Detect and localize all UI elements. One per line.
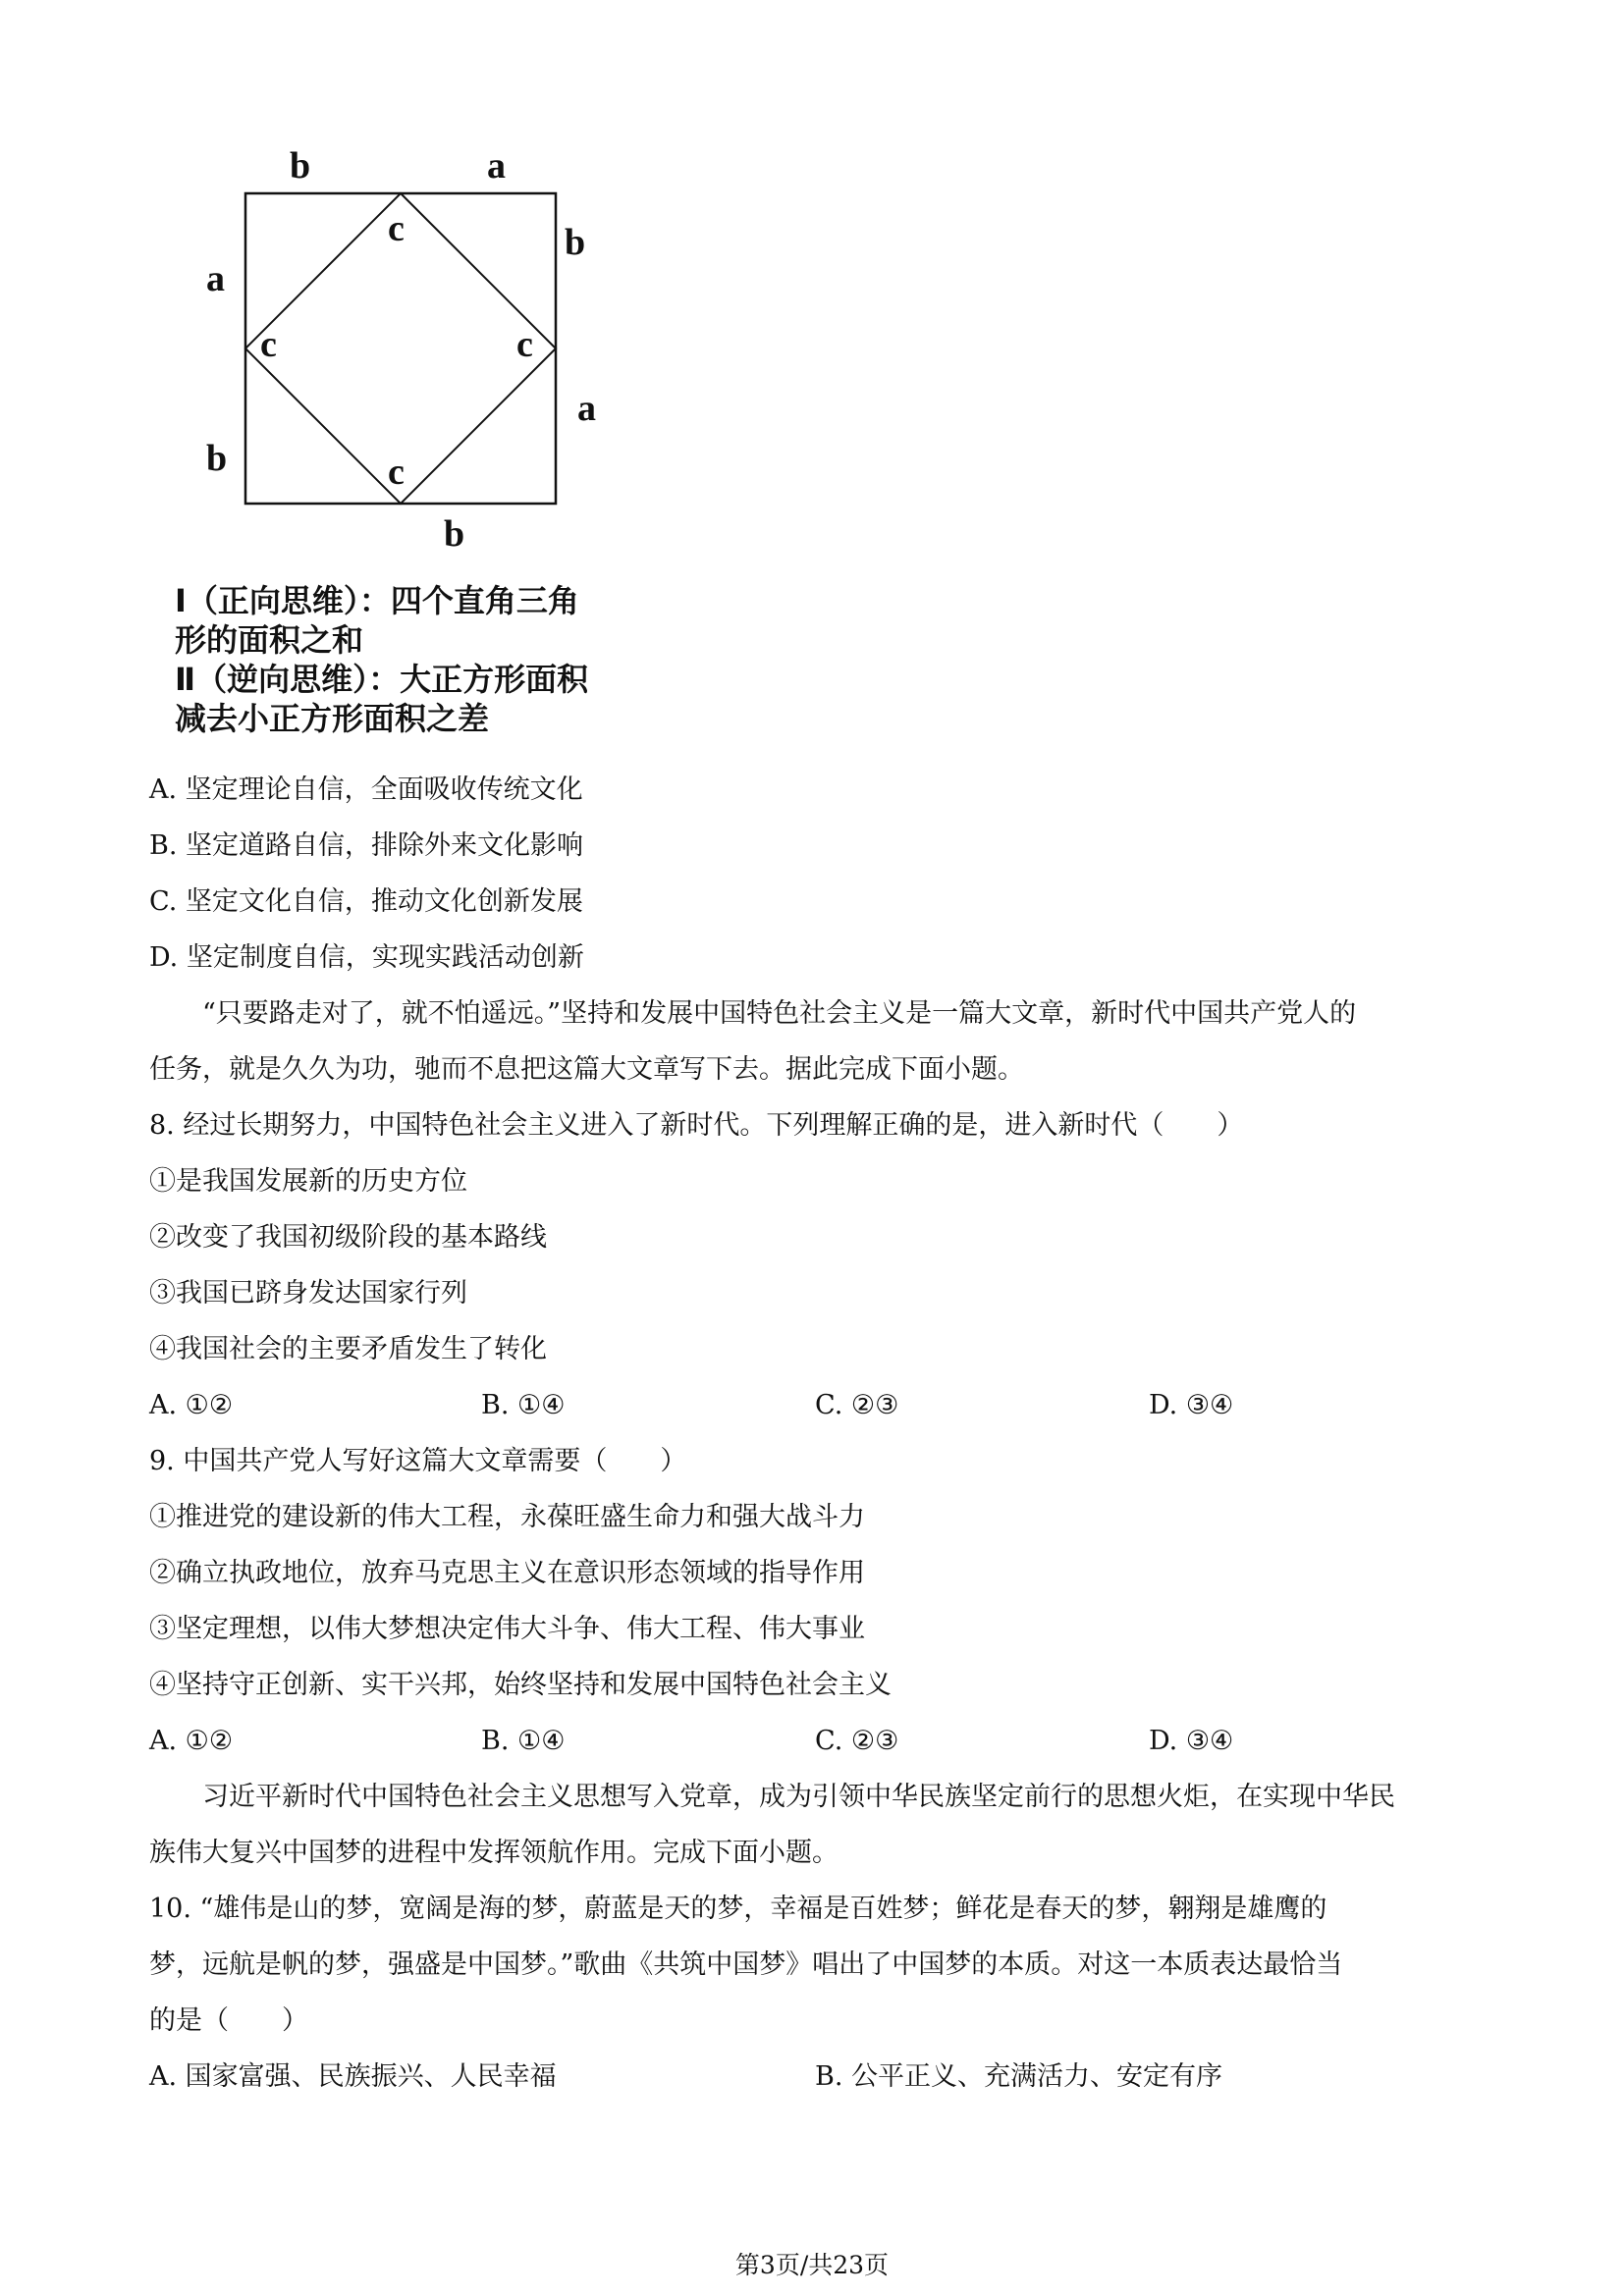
label-inner-right: c — [516, 324, 533, 365]
q7-option-b: B. 坚定道路自信，排除外来文化影响 — [149, 830, 584, 861]
q7-option-d: D. 坚定制度自信，实现实践活动创新 — [149, 942, 584, 973]
q10-option-b: B. 公平正义、充满活力、安定有序 — [815, 2061, 1223, 2092]
q7-option-a: A. 坚定理论自信，全面吸收传统文化 — [149, 774, 583, 805]
q8-option-b: B. ①④ — [481, 1390, 566, 1420]
q9-option-a: A. ①② — [149, 1726, 234, 1756]
q8-item-3: ③我国已跻身发达国家行列 — [149, 1278, 467, 1308]
label-right-upper: b — [565, 222, 586, 263]
pythagoras-square-diagram — [0, 0, 687, 550]
q10-line1: 10. “雄伟是山的梦，宽阔是海的梦，蔚蓝是天的梦，幸福是百姓梦；鲜花是春天的梦，翱翔是雄鹰的 — [149, 1894, 1327, 1924]
label-inner-bottom: c — [388, 452, 405, 493]
q9-option-c: C. ②③ — [815, 1726, 899, 1756]
q9-item-4: ④坚持守正创新、实干兴邦，始终坚持和发展中国特色社会主义 — [149, 1670, 892, 1700]
figure-caption-line2: 形的面积之和 — [175, 621, 364, 659]
figure-caption-line4: 减去小正方形面积之差 — [175, 700, 490, 737]
q8-option-c: C. ②③ — [815, 1390, 899, 1420]
label-bottom: b — [444, 513, 465, 555]
label-top-left: b — [290, 145, 311, 187]
label-inner-top: c — [388, 208, 405, 249]
q8-option-a: A. ①② — [149, 1390, 234, 1420]
q8-stem: 8. 经过长期努力，中国特色社会主义进入了新时代。下列理解正确的是，进入新时代（ ） — [149, 1110, 1244, 1141]
label-inner-left: c — [260, 324, 277, 365]
q9-option-b: B. ①④ — [481, 1726, 566, 1756]
figure-caption-line3: Ⅱ（逆向思维）：大正方形面积 — [175, 661, 589, 698]
label-left-upper: a — [206, 258, 225, 299]
label-right-lower: a — [577, 388, 596, 429]
q9-item-3: ③坚定理想，以伟大梦想决定伟大斗争、伟大工程、伟大事业 — [149, 1614, 865, 1644]
q8-item-4: ④我国社会的主要矛盾发生了转化 — [149, 1334, 547, 1364]
passage2-line1: 习近平新时代中国特色社会主义思想写入党章，成为引领中华民族坚定前行的思想火炬，在实现中华民 — [202, 1782, 1395, 1812]
q9-stem: 9. 中国共产党人写好这篇大文章需要（ ） — [149, 1446, 687, 1476]
passage1-line1: “只要路走对了，就不怕遥远。”坚持和发展中国特色社会主义是一篇大文章，新时代中国共产党人的 — [202, 998, 1357, 1029]
page-number: 第3页/共23页 — [734, 2251, 890, 2279]
q9-item-1: ①推进党的建设新的伟大工程，永葆旺盛生命力和强大战斗力 — [149, 1502, 865, 1532]
figure-caption-line1: Ⅰ（正向思维）：四个直角三角 — [175, 582, 579, 619]
label-top-right: a — [487, 145, 506, 187]
q10-line2: 梦，远航是帆的梦，强盛是中国梦。”歌曲《共筑中国梦》唱出了中国梦的本质。对这一本质表达最恰当 — [149, 1949, 1343, 1980]
passage1-line2: 任务，就是久久为功，驰而不息把这篇大文章写下去。据此完成下面小题。 — [149, 1054, 1024, 1085]
q8-item-1: ①是我国发展新的历史方位 — [149, 1166, 467, 1197]
q10-line3: 的是（ ） — [149, 2005, 308, 2036]
q7-option-c: C. 坚定文化自信，推动文化创新发展 — [149, 886, 583, 917]
passage2-line2: 族伟大复兴中国梦的进程中发挥领航作用。完成下面小题。 — [149, 1838, 839, 1868]
q8-option-d: D. ③④ — [1149, 1390, 1234, 1420]
q10-option-a: A. 国家富强、民族振兴、人民幸福 — [149, 2061, 557, 2092]
q9-option-d: D. ③④ — [1149, 1726, 1234, 1756]
label-left-lower: b — [206, 438, 228, 479]
q8-item-2: ②改变了我国初级阶段的基本路线 — [149, 1222, 547, 1253]
q9-item-2: ②确立执政地位，放弃马克思主义在意识形态领域的指导作用 — [149, 1558, 865, 1588]
